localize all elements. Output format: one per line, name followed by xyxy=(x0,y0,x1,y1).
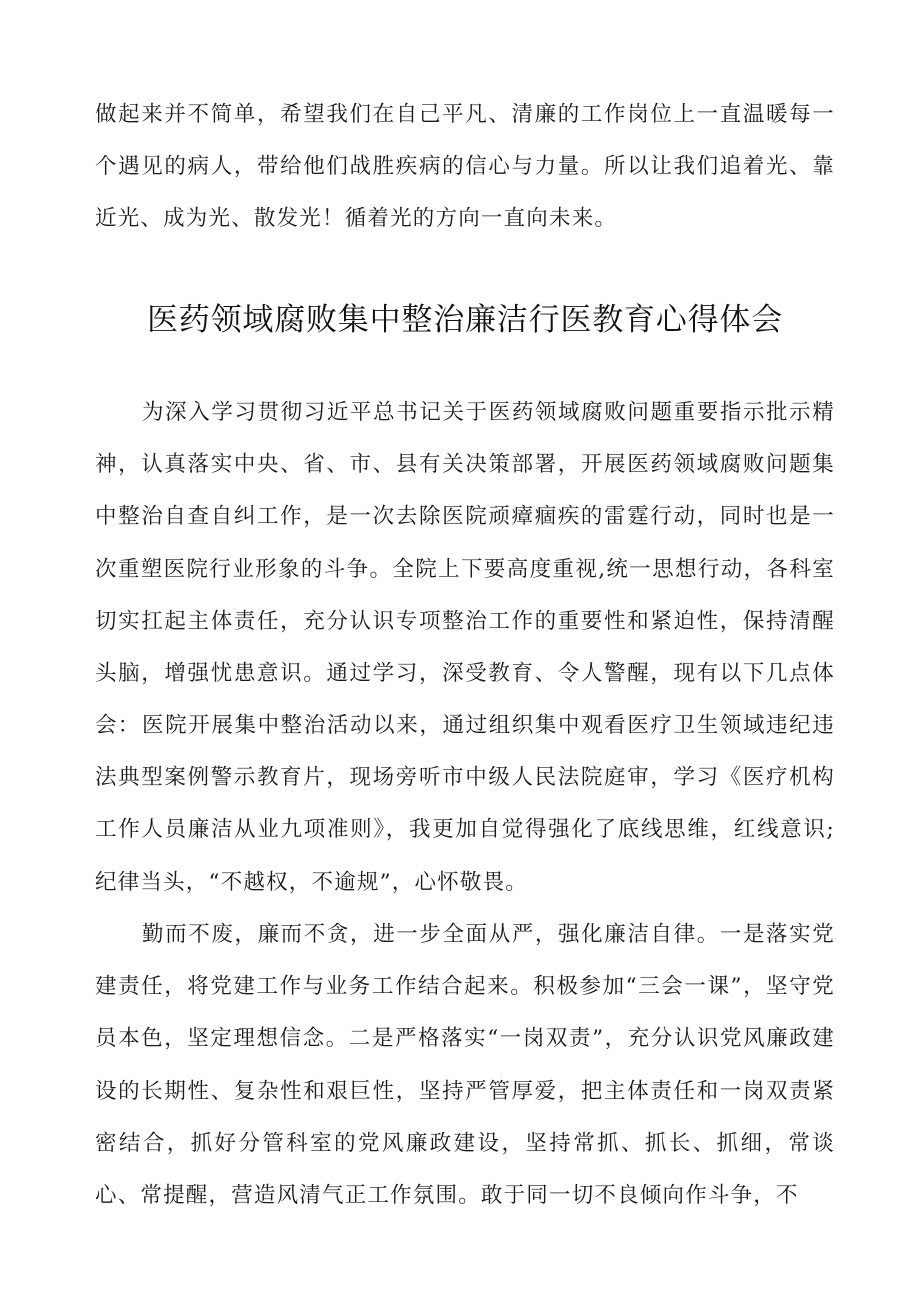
body-paragraph-3: 勤而不废，廉而不贪，进一步全面从严，强化廉洁自律。一是落实党建责任，将党建工作与业务工作结合起来。积极参加“三会一课”，坚守党员本色，坚定理想信念。二是严格落实“一岗双责”，充分认识党风廉政建设的长期性、复杂性和艰巨性，坚持严管厚爱，把主体责任和一岗双责紧密结合，抓好分管科室的党风廉政建设，坚持常抓、抓长、抓细，常谈心、常提醒，营造风清气正工作氛围。敢于同一切不良倾向作斗争，不 xyxy=(95,922,835,1209)
intro-paragraph: 做起来并不简单，希望我们在自己平凡、清廉的工作岗位上一直温暖每一个遇见的病人，带给他们战胜疾病的信心与力量。所以让我们追着光、靠近光、成为光、散发光！循着光的方向一直向未来。 xyxy=(95,102,835,232)
body-paragraph-2: 医院开展集中整治活动以来，通过组织集中观看医疗卫生领域违纪违法典型案例警示教育片，现场旁听市中级人民法院庭审，学习《医疗机构工作人员廉洁从业九项准则》，我更加自觉得强化了底线思维，红线意识;纪律当头，“不越权，不逾规”，心怀敬畏。 xyxy=(95,713,835,895)
body-paragraph-1: 为深入学习贯彻习近平总书记关于医药领域腐败问题重要指示批示精神，认真落实中央、省、市、县有关决策部署，开展医药领域腐败问题集中整治自查自纠工作，是一次去除医院顽瘴痼疾的雷霆行动，同时也是一次重塑医院行业形象的斗争。全院上下要高度重视,统一思想行动，各科室切实扛起主体责任，充分认识专项整治工作的重要性和紧迫性，保持清醒头脑，增强忧患意识。通过学习，深受教育、令人警醒，现有以下几点体会： xyxy=(95,400,835,739)
page-title: 医药领域腐败集中整治廉洁行医教育心得体会 xyxy=(147,302,783,338)
